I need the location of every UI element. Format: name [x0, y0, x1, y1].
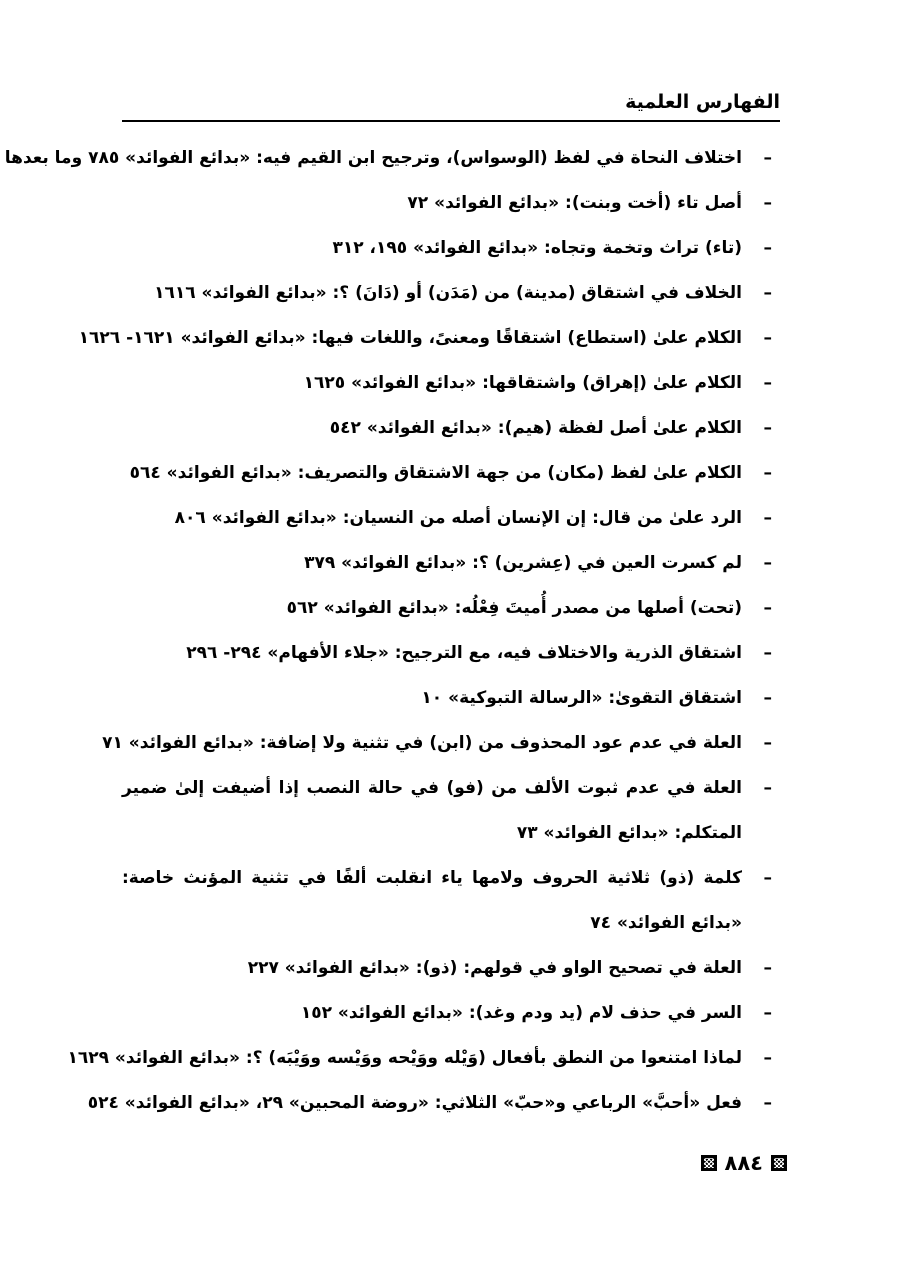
decorative-square-icon [771, 1155, 787, 1171]
entry-text: الرد علىٰ من قال: إن الإنسان أصله من النسيان: «بدائع الفوائد» ٨٠٦ [174, 508, 742, 528]
index-entry [122, 856, 780, 946]
entry-text: الخلاف في اشتقاق (مدينة) من (مَدَن) أو (دَانَ) ؟: «بدائع الفوائد» ١٦١٦ [154, 283, 742, 303]
index-entry [122, 226, 780, 271]
index-entry [122, 406, 780, 451]
running-header [122, 86, 780, 122]
entry-text: أصل تاء (أخت وبنت): «بدائع الفوائد» ٧٢ [407, 193, 742, 213]
entry-dash: – [763, 238, 772, 258]
entry-text: العلة في تصحيح الواو في قولهم: (ذو): «بدائع الفوائد» ٢٢٧ [247, 958, 742, 978]
index-entry [67, 1036, 780, 1081]
index-entry-list [4, 136, 780, 1126]
entry-text: الكلام علىٰ (استطاع) اشتقاقًا ومعنىً، واللغات فيها: «بدائع الفوائد» ١٦٢١- ١٦٢٦ [78, 328, 742, 348]
entry-text: الكلام علىٰ (إهراق) واشتقاقها: «بدائع الفوائد» ١٦٢٥ [303, 373, 742, 393]
index-entry [122, 586, 780, 631]
index-entry [122, 541, 780, 586]
entry-text: العلة في عدم عود المحذوف من (ابن) في تثنية ولا إضافة: «بدائع الفوائد» ٧١ [102, 733, 742, 753]
entry-dash: – [763, 508, 772, 528]
entry-text: اشتقاق الذرية والاختلاف فيه، مع الترجيح: «جلاء الأفهام» ٢٩٤- ٢٩٦ [186, 643, 742, 663]
entry-dash: – [763, 553, 772, 573]
index-entry [122, 271, 780, 316]
header-title: الفهارس العلمية [625, 91, 780, 113]
index-entry [122, 676, 780, 721]
entry-dash: – [763, 1093, 772, 1113]
entry-dash: – [763, 463, 772, 483]
entry-dash: – [763, 148, 772, 168]
entry-dash: – [763, 778, 772, 798]
entry-text: العلة في عدم ثبوت الألف من (فو) في حالة النصب إذا أضيفت إلىٰ ضمير المتكلم: «بدائع الفوائد» ٧٣ [122, 778, 742, 843]
index-entry [122, 361, 780, 406]
entry-text: اشتقاق التقوىٰ: «الرسالة التبوكية» ١٠ [421, 688, 742, 708]
page-number: ٨٨٤ [724, 1151, 763, 1175]
entry-dash: – [763, 733, 772, 753]
entry-text: لم كسرت العين في (عِشرين) ؟: «بدائع الفوائد» ٣٧٩ [304, 553, 742, 573]
entry-dash: – [763, 688, 772, 708]
index-entry [78, 316, 780, 361]
entry-dash: – [763, 193, 772, 213]
index-entry [87, 1081, 780, 1126]
entry-dash: – [763, 328, 772, 348]
entry-text: كلمة (ذو) ثلاثية الحروف ولامها ياء انقلبت ألفًا في تثنية المؤنث خاصة: «بدائع الفوائد» ٧٤ [122, 868, 742, 933]
entry-text: اختلاف النحاة في لفظ (الوسواس)، وترجيح ابن القيم فيه: «بدائع الفوائد» ٧٨٥ وما بعدها [4, 148, 742, 168]
page-footer [697, 1148, 787, 1178]
index-entry [122, 181, 780, 226]
entry-dash: – [763, 1048, 772, 1068]
decorative-square-icon [701, 1155, 717, 1171]
entry-dash: – [763, 283, 772, 303]
entry-text: السر في حذف لام (يد ودم وغد): «بدائع الفوائد» ١٥٢ [300, 1003, 742, 1023]
index-entry [4, 136, 780, 181]
index-entry [122, 766, 780, 856]
index-entry [122, 631, 780, 676]
index-entry [122, 451, 780, 496]
index-entry [122, 496, 780, 541]
entry-text: لماذا امتنعوا من النطق بأفعال (وَيْله ووَيْحه ووَيْسه ووَيْبَه) ؟: «بدائع الفوائد» ١٦٢٩ [67, 1048, 742, 1068]
entry-text: الكلام علىٰ لفظ (مكان) من جهة الاشتقاق والتصريف: «بدائع الفوائد» ٥٦٤ [129, 463, 742, 483]
entry-dash: – [763, 598, 772, 618]
index-entry [122, 946, 780, 991]
index-entry [122, 991, 780, 1036]
entry-text: (تحت) أصلها من مصدر أُميتَ فِعْلُه: «بدائع الفوائد» ٥٦٢ [286, 598, 742, 618]
entry-text: (تاء) تراث وتخمة وتجاه: «بدائع الفوائد» ١٩٥، ٣١٢ [332, 238, 742, 258]
index-entry [102, 721, 780, 766]
entry-text: الكلام علىٰ أصل لفظة (هيم): «بدائع الفوائد» ٥٤٢ [329, 418, 742, 438]
entry-dash: – [763, 958, 772, 978]
entry-text: فعل «أحبَّ» الرباعي و«حبّ» الثلاثي: «روضة المحبين» ٢٩، «بدائع الفوائد» ٥٢٤ [87, 1093, 742, 1113]
entry-dash: – [763, 643, 772, 663]
entry-dash: – [763, 373, 772, 393]
entry-dash: – [763, 868, 772, 888]
entry-dash: – [763, 1003, 772, 1023]
entry-dash: – [763, 418, 772, 438]
